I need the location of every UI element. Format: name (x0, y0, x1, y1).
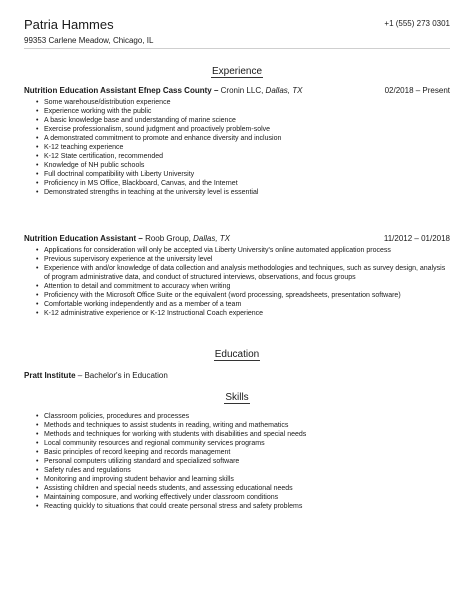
job-bullet: • Proficiency with the Microsoft Office Suite or the equivalent (word processing, spreadsheets, presentation software) (36, 291, 450, 300)
job-bullet-list (24, 98, 450, 197)
candidate-address: 99353 Carlene Meadow, Chicago, IL (24, 36, 154, 45)
education-degree: Bachelor's in Education (84, 371, 168, 380)
job-entry (24, 233, 450, 318)
education-heading-text: Education (214, 349, 260, 360)
job-location: Dallas, TX (193, 234, 230, 243)
experience-heading-text: Experience (211, 66, 263, 77)
job-dates: 02/2018 – Present (384, 86, 450, 95)
job-entry (24, 85, 450, 197)
job-title: Nutrition Education Assistant Efnep Cass County (24, 86, 212, 95)
job-bullet: • Knowledge of NH public schools (36, 161, 450, 170)
job-bullet: • Previous supervisory experience at the university level (36, 255, 450, 264)
skills-heading-text: Skills (225, 392, 249, 403)
skill-item: • Maintaining composure, and working effectively under classroom conditions (36, 493, 450, 502)
job-bullet: • A demonstrated commitment to promote and enhance diversity and inclusion (36, 134, 450, 143)
skill-item: • Classroom policies, procedures and processes (36, 412, 450, 421)
job-separator: – (211, 86, 221, 95)
education-school: Pratt Institute (24, 371, 76, 380)
job-bullet: • Comfortable working independently and as a member of a team (36, 300, 450, 309)
skills-heading (0, 392, 474, 404)
job-bullet: • Exercise professionalism, sound judgment and proactively problem-solve (36, 125, 450, 134)
skill-item: • Basic principles of record keeping and records management (36, 448, 450, 457)
job-bullet: • K-12 State certification, recommended (36, 152, 450, 161)
job-bullet: • Full doctrinal compatibility with Liberty University (36, 170, 450, 179)
skill-item: • Methods and techniques to assist students in reading, writing and mathematics (36, 421, 450, 430)
job-bullet: • Some warehouse/distribution experience (36, 98, 450, 107)
job-bullet: • Demonstrated strengths in teaching at the university level is essential (36, 188, 450, 197)
resume-header (24, 17, 450, 51)
job-bullet: • Experience with and/or knowledge of data collection and analysis methodologies and techniques, such as survey design, analysis of program administrative data, and conduct of structured interviews, observations, and focus groups (36, 264, 450, 282)
job-separator: – (136, 234, 146, 243)
skill-item: • Personal computers utilizing standard and specialized software (36, 457, 450, 466)
job-bullet: • Proficiency in MS Office, Blackboard, Canvas, and the Internet (36, 179, 450, 188)
job-bullet: • Applications for consideration will only be accepted via Liberty University's online automated application process (36, 246, 450, 255)
skills-list (24, 412, 450, 511)
skill-item: • Monitoring and improving student behavior and learning skills (36, 475, 450, 484)
skill-item: • Reacting quickly to situations that could create personal stress and safety problems (36, 502, 450, 511)
job-bullet: • Attention to detail and commitment to accuracy when writing (36, 282, 450, 291)
education-heading (0, 349, 474, 361)
education-separator: – (75, 371, 85, 380)
education-entry (24, 370, 450, 381)
job-dates: 11/2012 – 01/2018 (383, 234, 450, 243)
job-location: Dallas, TX (265, 86, 303, 95)
skill-item: • Methods and techniques for working with students with disabilities and special needs (36, 430, 450, 439)
job-bullet-list (24, 246, 450, 318)
job-header (24, 85, 450, 96)
job-bullet: • A basic knowledge base and understanding of marine science (36, 116, 450, 125)
job-bullet: • K-12 teaching experience (36, 143, 450, 152)
candidate-phone: +1 (555) 273 0301 (384, 19, 450, 28)
skill-item: • Safety rules and regulations (36, 466, 450, 475)
job-bullet: • K-12 administrative experience or K-12 Instructional Coach experience (36, 309, 450, 318)
experience-heading (0, 66, 474, 78)
skills-block (24, 410, 450, 511)
job-bullet: • Experience working with the public (36, 107, 450, 116)
skill-item: • Assisting children and special needs students, and assessing educational needs (36, 484, 450, 493)
job-title: Nutrition Education Assistant (24, 234, 137, 243)
candidate-name: Patria Hammes (24, 17, 114, 32)
skill-item: • Local community resources and regional community services programs (36, 439, 450, 448)
header-divider (24, 48, 450, 49)
job-header (24, 233, 450, 244)
job-company: Roob Group, (145, 234, 194, 243)
job-company: Cronin LLC, (220, 86, 266, 95)
